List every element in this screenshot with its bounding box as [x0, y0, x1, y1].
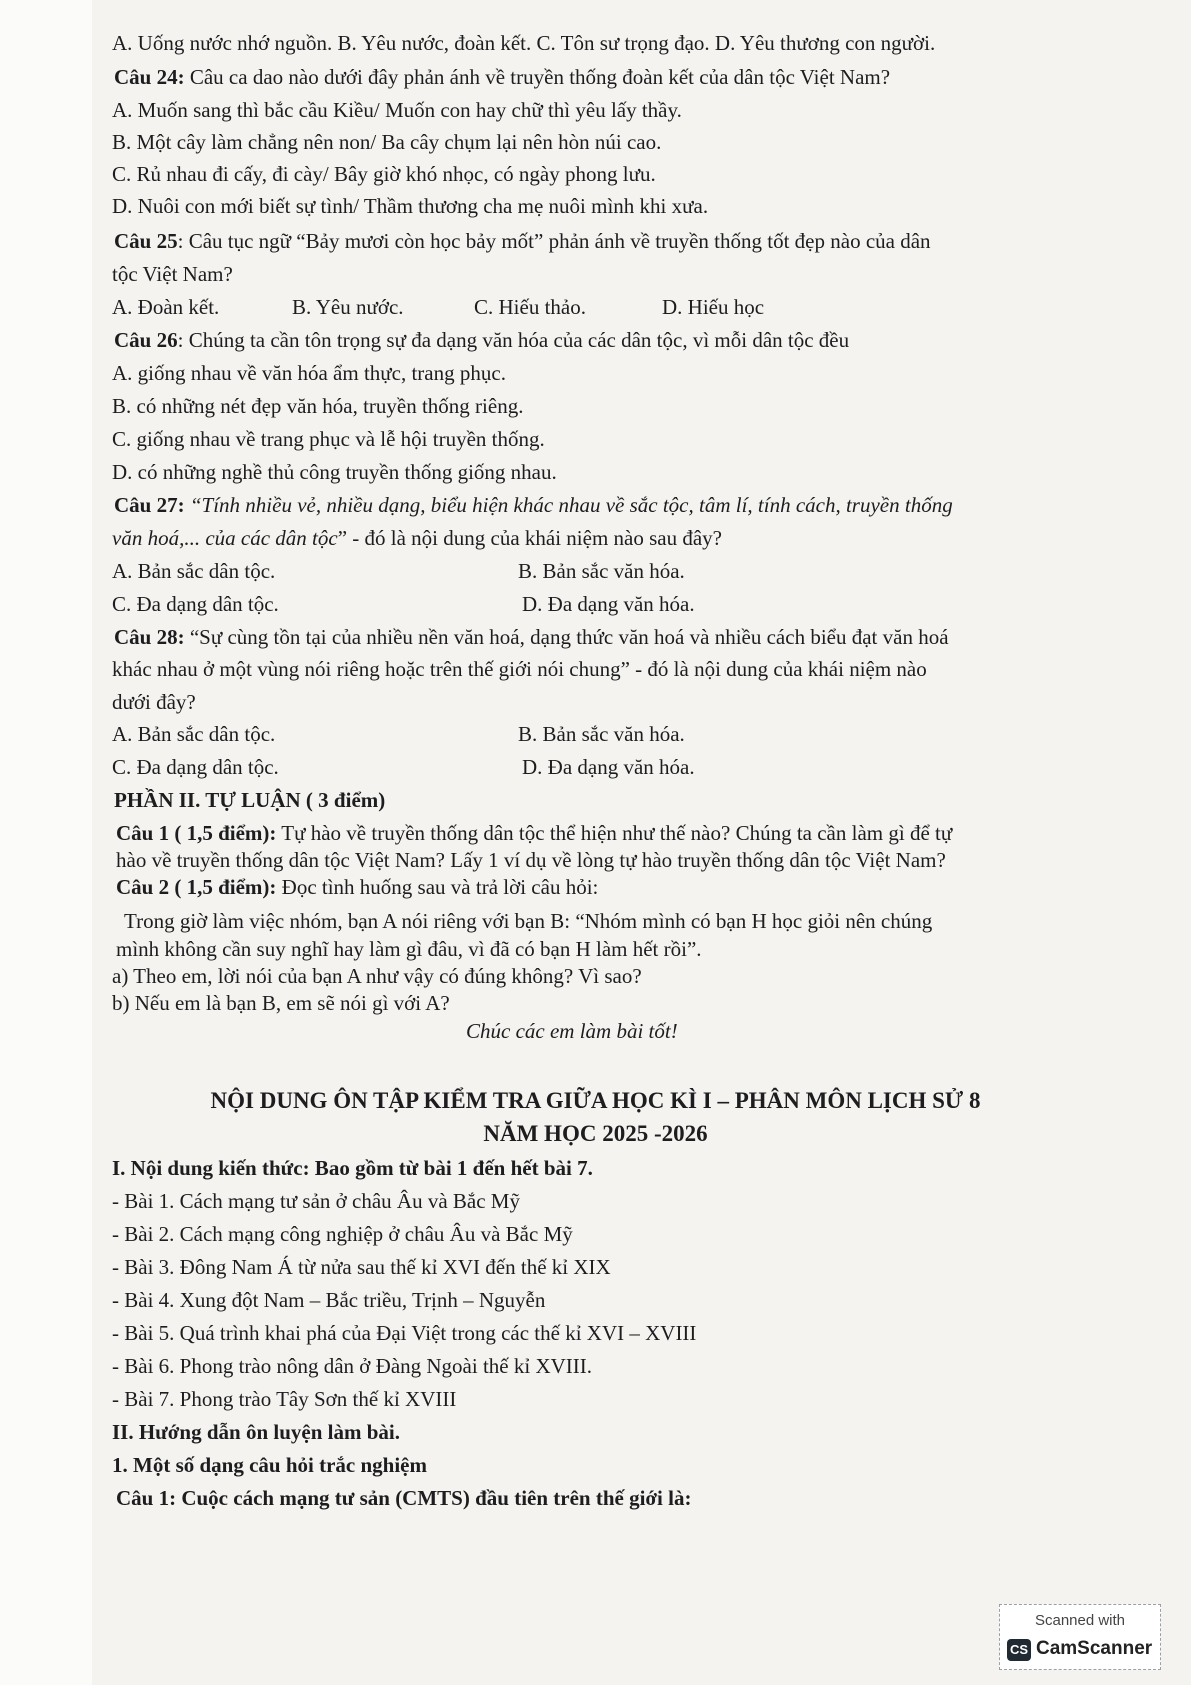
q26-label: Câu 26: [114, 328, 178, 352]
lesson-item: - Bài 6. Phong trào nông dân ở Đàng Ngoài thế kỉ XVIII.: [112, 1354, 593, 1378]
q26-option-c: C. giống nhau về trang phục và lễ hội truyền thống.: [112, 427, 545, 451]
essay-2-scenario-1: Trong giờ làm việc nhóm, bạn A nói riêng với bạn B: “Nhóm mình có bạn H học giỏi nên chúng: [124, 909, 933, 933]
q28-text-1: “Sự cùng tồn tại của nhiều nền văn hoá, dạng thức văn hoá và nhiều cách biểu đạt văn hoá: [184, 625, 949, 649]
q25-option-a: A. Đoàn kết.: [112, 295, 220, 319]
q28-label: Câu 28:: [114, 625, 185, 649]
history-question-1: Câu 1: Cuộc cách mạng tư sản (CMTS) đầu tiên trên thế giới là:: [116, 1486, 692, 1510]
q27-option-b: B. Bản sắc văn hóa.: [518, 559, 685, 583]
essay-2-question-b: b) Nếu em là bạn B, em sẽ nói gì với A?: [112, 991, 450, 1015]
lesson-item: - Bài 1. Cách mạng tư sản ở châu Âu và Bắc Mỹ: [112, 1189, 520, 1213]
q26-option-d: D. có những nghề thủ công truyền thống giống nhau.: [112, 460, 557, 484]
q24-text: Câu ca dao nào dưới đây phản ánh về truyền thống đoàn kết của dân tộc Việt Nam?: [184, 65, 891, 89]
lesson-item: - Bài 3. Đông Nam Á từ nửa sau thế kỉ XVI đến thế kỉ XIX: [112, 1255, 611, 1279]
watermark-line-1: Scanned with: [1034, 1612, 1126, 1629]
q28-question: [114, 624, 949, 650]
lesson-item: - Bài 5. Quá trình khai phá của Đại Việt trong các thế kỉ XVI – XVIII: [112, 1321, 697, 1345]
q28-option-b: B. Bản sắc văn hóa.: [518, 722, 685, 746]
q25-text-1: : Câu tục ngữ “Bảy mươi còn học bảy mốt” phản ánh về truyền thống tốt đẹp nào của dân: [177, 229, 931, 253]
q25-option-b: B. Yêu nước.: [292, 295, 404, 319]
q24-label: Câu 24:: [114, 65, 185, 89]
q24-option-c: C. Rủ nhau đi cấy, đi cày/ Bây giờ khó nhọc, có ngày phong lưu.: [112, 162, 656, 186]
camscanner-watermark: [999, 1604, 1161, 1670]
history-section-2: II. Hướng dẫn ôn luyện làm bài.: [112, 1420, 400, 1444]
q24-option-b: B. Một cây làm chẳng nên non/ Ba cây chụm lại nên hòn núi cao.: [112, 130, 662, 154]
history-title-2: NĂM HỌC 2025 -2026: [483, 1121, 708, 1146]
q24-question: [114, 64, 890, 90]
essay-1-label: Câu 1 ( 1,5 điểm):: [116, 821, 277, 845]
essay-2-text: Đọc tình huống sau và trả lời câu hỏi:: [276, 875, 599, 899]
q27-option-c: C. Đa dạng dân tộc.: [112, 592, 279, 616]
q28-text-3: dưới đây?: [112, 690, 196, 714]
q26-option-a: A. giống nhau về văn hóa ẩm thực, trang phục.: [112, 361, 506, 385]
q24-option-d: D. Nuôi con mới biết sự tình/ Thầm thương cha mẹ nuôi mình khi xưa.: [112, 194, 709, 218]
q23-options: A. Uống nước nhớ nguồn. B. Yêu nước, đoàn kết. C. Tôn sư trọng đạo. D. Yêu thương con người.: [112, 31, 936, 55]
q25-question: [114, 228, 931, 254]
q27-question: [114, 492, 953, 518]
q27-text-2: [112, 525, 722, 551]
q26-option-b: B. có những nét đẹp văn hóa, truyền thống riêng.: [112, 394, 524, 418]
q27-label: Câu 27:: [114, 493, 185, 517]
q25-text-2: tộc Việt Nam?: [112, 262, 233, 286]
q25-option-c: C. Hiếu thảo.: [474, 295, 586, 319]
camscanner-logo-icon: CS: [1007, 1639, 1031, 1661]
q27-text-1: “Tính nhiều vẻ, nhiều dạng, biểu hiện khác nhau về sắc tộc, tâm lí, tính cách, truyền thống: [184, 493, 953, 517]
essay-1-question: [116, 820, 952, 846]
q26-text: : Chúng ta cần tôn trọng sự đa dạng văn hóa của các dân tộc, vì mỗi dân tộc đều: [177, 328, 850, 352]
part2-heading: PHẦN II. TỰ LUẬN ( 3 điểm): [114, 788, 386, 812]
essay-2-scenario-2: mình không cần suy nghĩ hay làm gì đâu, vì đã có bạn H làm hết rồi”.: [116, 937, 702, 961]
q27-option-a: A. Bản sắc dân tộc.: [112, 559, 276, 583]
q27-option-d: D. Đa dạng văn hóa.: [522, 592, 695, 616]
q28-option-c: C. Đa dạng dân tộc.: [112, 755, 279, 779]
essay-1-text-1: Tự hào về truyền thống dân tộc thể hiện như thế nào? Chúng ta cần làm gì để tự: [276, 821, 953, 845]
q24-option-a: A. Muốn sang thì bắc cầu Kiều/ Muốn con hay chữ thì yêu lấy thầy.: [112, 98, 682, 122]
q28-option-d: D. Đa dạng văn hóa.: [522, 755, 695, 779]
essay-2-question: [116, 874, 598, 900]
lesson-item: - Bài 7. Phong trào Tây Sơn thế kỉ XVIII: [112, 1387, 457, 1411]
q28-option-a: A. Bản sắc dân tộc.: [112, 722, 276, 746]
q26-question: [114, 327, 849, 353]
lesson-item: - Bài 2. Cách mạng công nghiệp ở châu Âu và Bắc Mỹ: [112, 1222, 573, 1246]
essay-2-question-a: a) Theo em, lời nói của bạn A như vậy có đúng không? Vì sao?: [112, 964, 642, 988]
q27-text-2b: ” - đó là nội dung của khái niệm nào sau đây?: [337, 526, 722, 550]
essay-1-text-2: hào về truyền thống dân tộc Việt Nam? Lấy 1 ví dụ về lòng tự hào truyền thống dân tộc Việt Nam?: [116, 848, 946, 872]
history-title-1: NỘI DUNG ÔN TẬP KIỂM TRA GIỮA HỌC KÌ I – PHÂN MÔN LỊCH SỬ 8: [210, 1088, 981, 1113]
page-margin: [0, 0, 92, 1685]
history-section-1: I. Nội dung kiến thức: Bao gồm từ bài 1 đến hết bài 7.: [112, 1156, 593, 1180]
q28-text-2: khác nhau ở một vùng nói riêng hoặc trên thế giới nói chung” - đó là nội dung của khái niệm nào: [112, 657, 927, 681]
q25-option-d: D. Hiếu học: [662, 295, 765, 319]
essay-2-label: Câu 2 ( 1,5 điểm):: [116, 875, 277, 899]
history-subsection-1: 1. Một số dạng câu hỏi trắc nghiệm: [112, 1453, 427, 1477]
q25-label: Câu 25: [114, 229, 178, 253]
watermark-brand: CamScanner: [1036, 1638, 1153, 1659]
q27-text-2a: văn hoá,... của các dân tộc: [112, 526, 338, 550]
lesson-item: - Bài 4. Xung đột Nam – Bắc triều, Trịnh – Nguyễn: [112, 1288, 546, 1312]
closing-message: Chúc các em làm bài tốt!: [466, 1019, 678, 1043]
